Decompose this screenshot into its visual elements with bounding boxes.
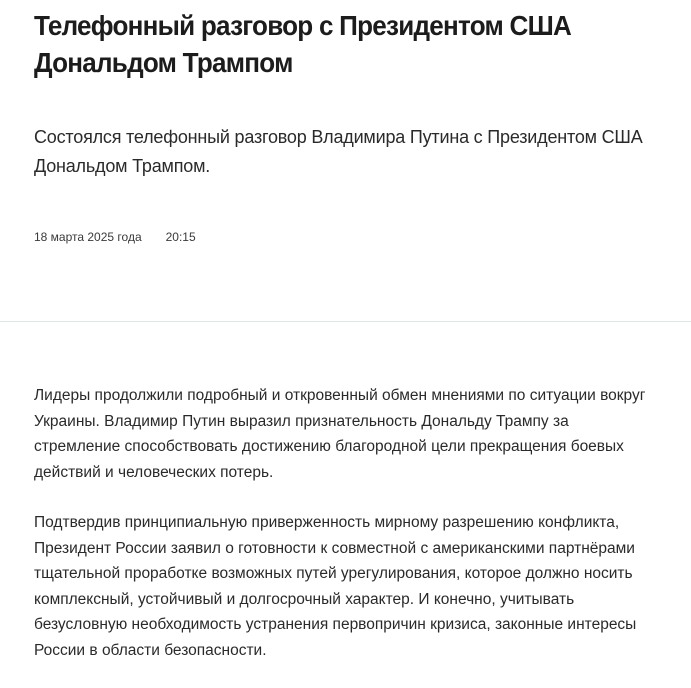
article-paragraph: Подтвердив принципиальную приверженность мирному разрешению конфликта, Президент России заявил о готовности к совместной с американскими партнёрами тщательной проработке возможных путей урегулирования, которое должно носить комплексный, устойчивый и долгосрочный характер. И конечно, учитывать безусловную необходимость устранения первопричин кризиса, законные интересы России в области безопасности. (34, 514, 637, 659)
article-lead: Состоялся телефонный разговор Владимира Путина с Президентом США Дональдом Трампом. (34, 127, 643, 176)
article-meta (34, 229, 196, 245)
publish-time: 20:15 (165, 230, 196, 244)
article-body (34, 383, 654, 688)
publish-date: 18 марта 2025 года (34, 230, 142, 244)
article-paragraph: Лидеры продолжили подробный и откровенный обмен мнениями по ситуации вокруг Украины. Владимир Путин выразил признательность Дональду Трампу за стремление способствовать достижению благородной цели прекращения боевых действий и человеческих потерь. (34, 387, 646, 481)
article-title: Телефонный разговор с Президентом США Дональдом Трампом (34, 10, 572, 78)
section-divider (0, 321, 691, 322)
